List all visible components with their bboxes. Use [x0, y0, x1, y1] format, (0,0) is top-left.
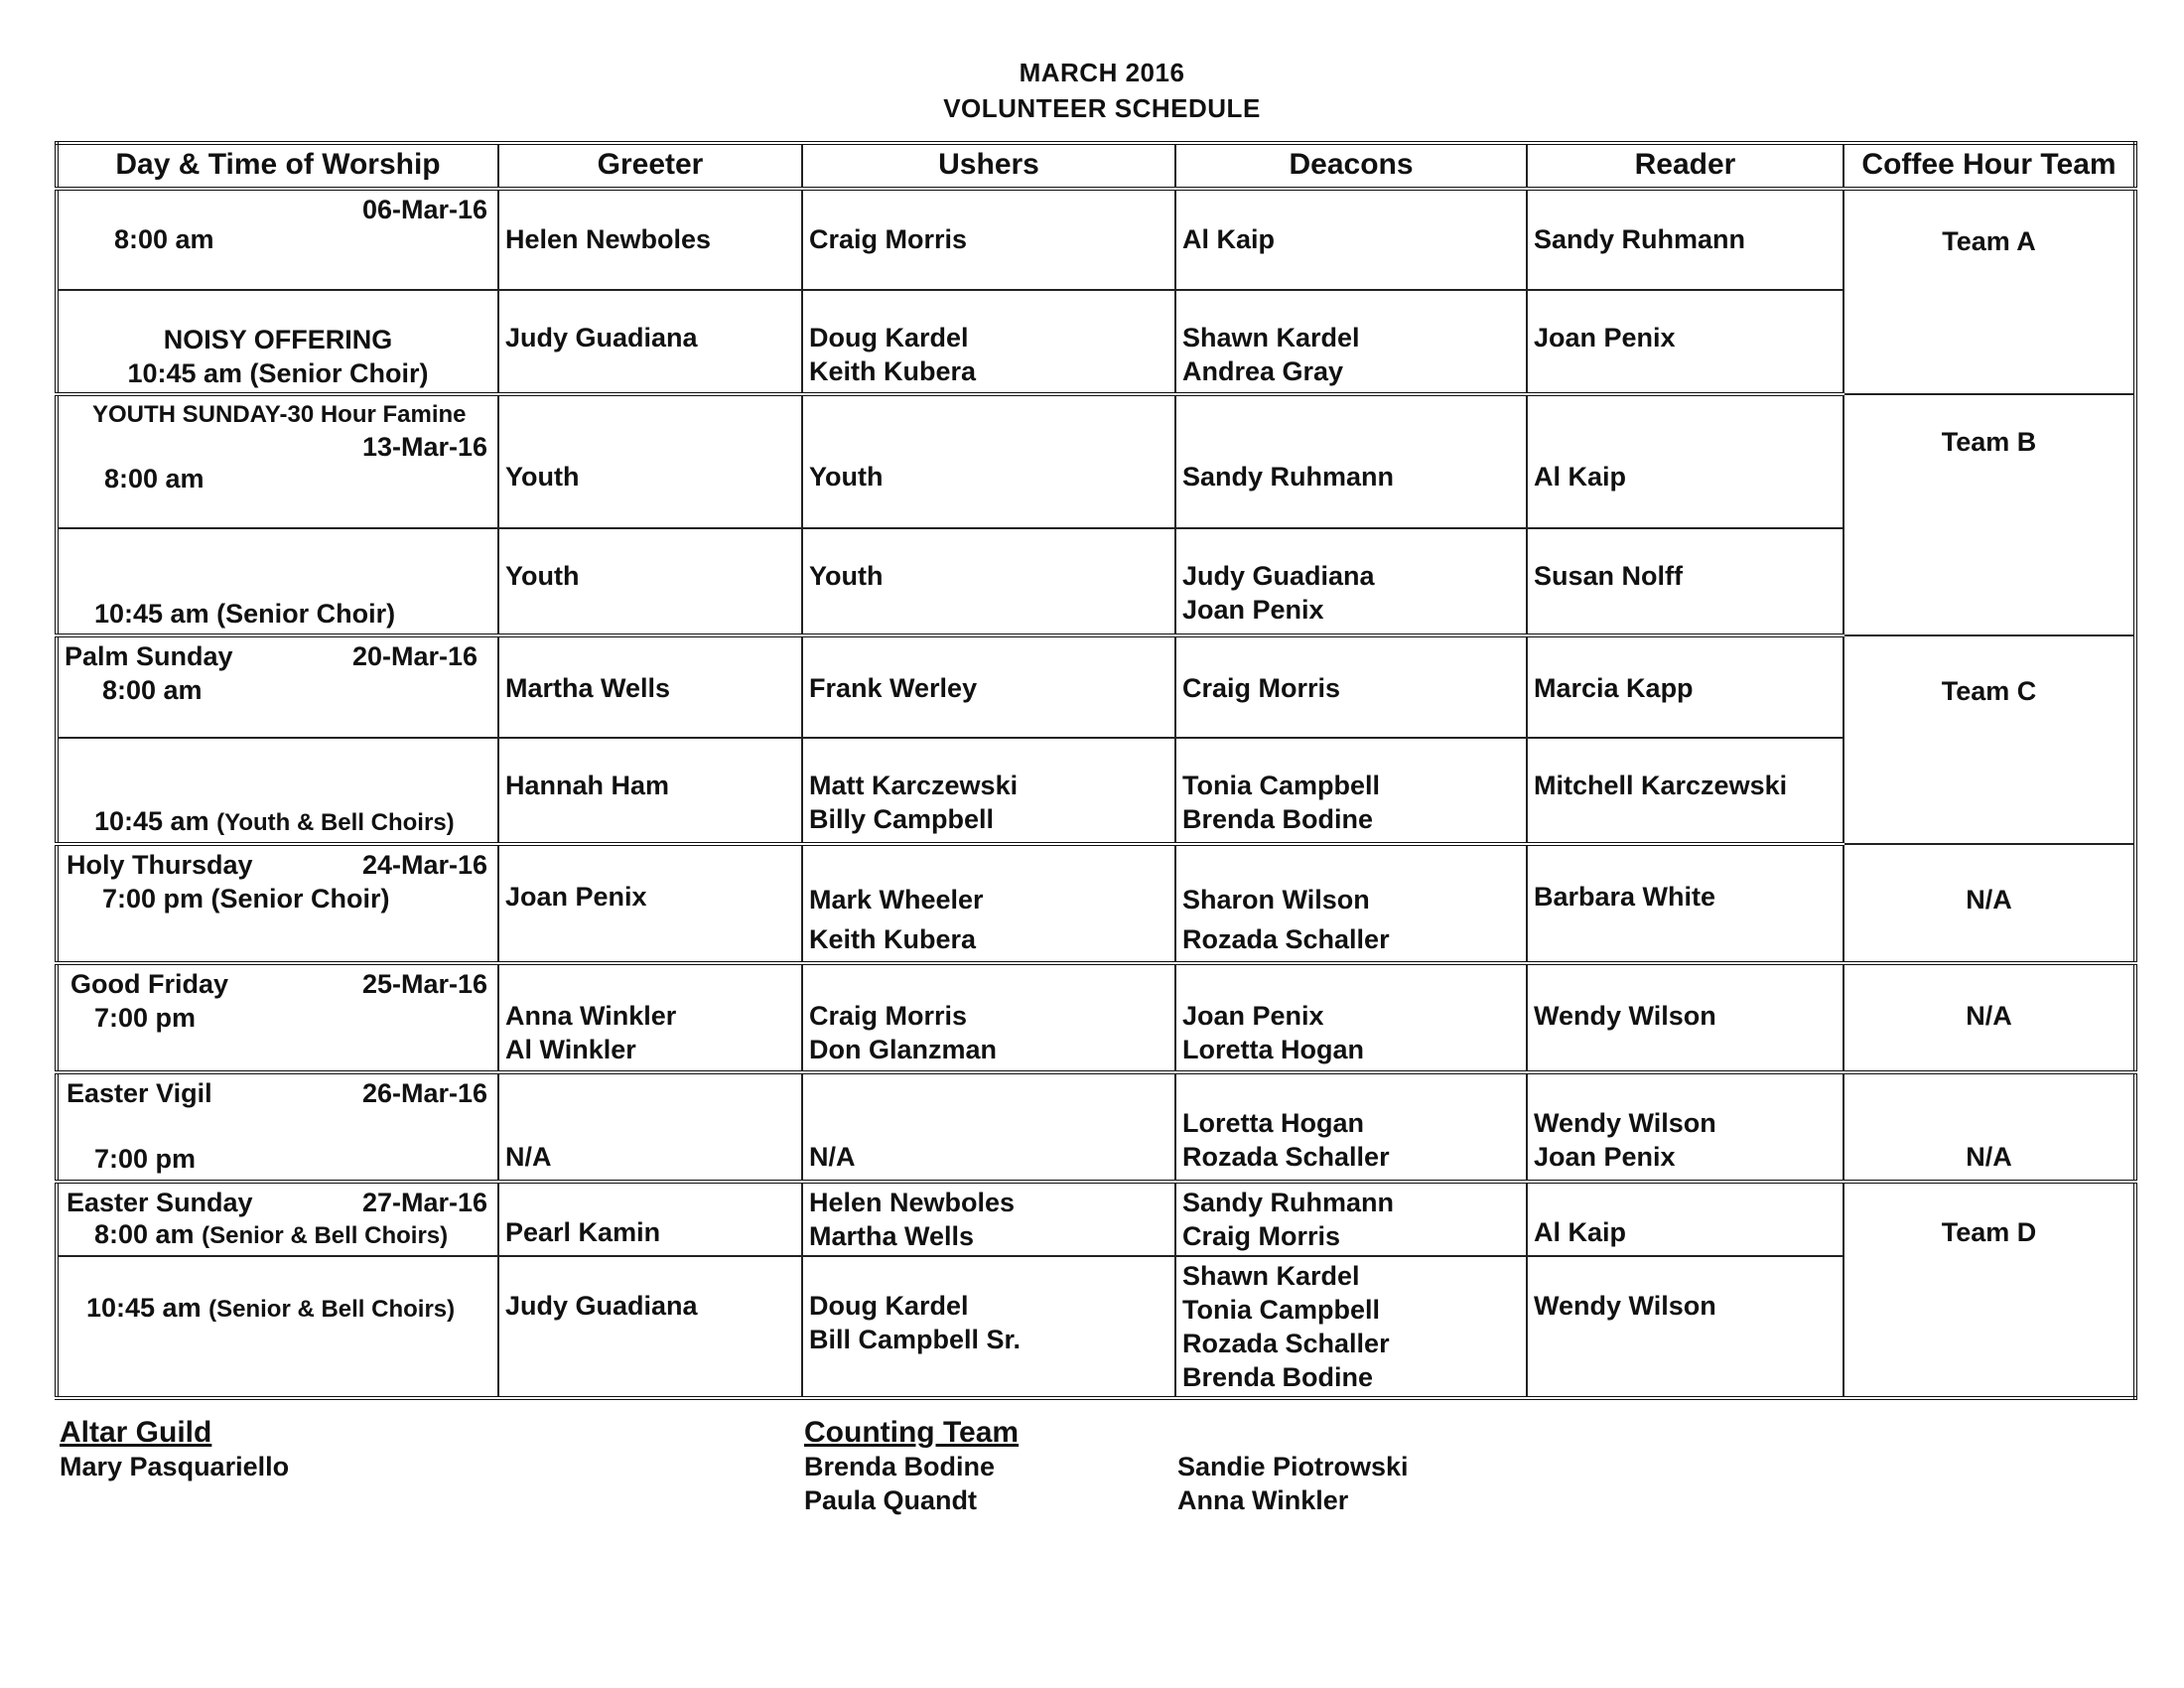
deacon-name: Loretta Hogan — [1182, 1035, 1365, 1064]
event-name: YOUTH SUNDAY-30 Hour Famine — [92, 401, 467, 428]
service-time: 8:00 am — [104, 464, 205, 493]
usher-name: Martha Wells — [809, 1221, 975, 1251]
table-header-row — [57, 143, 2135, 189]
deacons-cell — [1175, 290, 1527, 394]
usher-name: Keith Kubera — [809, 924, 977, 954]
event-name: Easter Vigil — [67, 1078, 212, 1108]
table-row — [57, 1256, 2135, 1398]
usher-name: Keith Kubera — [809, 356, 977, 386]
counting-team-member: Brenda Bodine — [804, 1452, 996, 1481]
service-date: 27-Mar-16 — [361, 1188, 487, 1217]
greeter-cell: Youth — [498, 394, 802, 528]
choir-note: (Senior & Bell Choirs) — [208, 1296, 456, 1323]
ushers-cell — [802, 963, 1175, 1072]
counting-team-member: Anna Winkler — [1177, 1485, 1349, 1515]
greeter-cell: Judy Guadiana — [498, 290, 802, 394]
reader-name: Barbara White — [1534, 882, 1716, 912]
usher-name: Doug Kardel — [809, 1291, 969, 1321]
coffee-team-cell: Team B — [1843, 394, 2135, 635]
event-name: Easter Sunday — [67, 1188, 253, 1217]
reader-name: Al Kaip — [1534, 1217, 1627, 1247]
usher-name: Craig Morris — [809, 224, 968, 254]
header-deacons: Deacons — [1175, 143, 1527, 189]
greeter-cell: Pearl Kamin — [498, 1182, 802, 1256]
day-time-cell — [57, 635, 498, 738]
deacon-name: Andrea Gray — [1182, 356, 1344, 386]
deacons-cell — [1175, 635, 1527, 738]
deacon-name: Sharon Wilson — [1182, 885, 1370, 914]
deacon-name: Tonia Campbell — [1182, 1295, 1381, 1325]
reader-name: Joan Penix — [1534, 1142, 1676, 1172]
greeter-cell: Joan Penix — [498, 844, 802, 963]
usher-name: Bill Campbell Sr. — [809, 1325, 1022, 1354]
day-time-cell — [57, 738, 498, 844]
reader-name: Wendy Wilson — [1534, 1001, 1716, 1031]
schedule-title: VOLUNTEER SCHEDULE — [943, 93, 1261, 123]
header-greeter: Greeter — [498, 143, 802, 189]
reader-cell — [1527, 290, 1843, 394]
reader-name: Al Kaip — [1534, 462, 1627, 492]
day-time-cell — [57, 1182, 498, 1256]
ushers-cell — [802, 635, 1175, 738]
coffee-team-cell: N/A — [1843, 844, 2135, 963]
reader-cell — [1527, 635, 1843, 738]
usher-name: Matt Karczewski — [809, 771, 1019, 800]
service-time: 7:00 pm (Senior Choir) — [102, 884, 390, 914]
event-name: Palm Sunday — [65, 641, 233, 671]
reader-cell — [1527, 189, 1843, 290]
deacons-cell — [1175, 394, 1527, 528]
ushers-cell — [802, 738, 1175, 844]
special-event-label: NOISY OFFERING — [163, 325, 393, 354]
deacon-name: Brenda Bodine — [1182, 804, 1374, 834]
table-row — [57, 1072, 2135, 1182]
header-coffee-hour-team: Coffee Hour Team — [1843, 143, 2135, 189]
service-date: 25-Mar-16 — [361, 969, 487, 999]
service-time: 7:00 pm — [94, 1003, 197, 1033]
service-time: 8:00 am — [114, 224, 214, 254]
table-row — [57, 189, 2135, 290]
reader-name: Susan Nolff — [1534, 561, 1684, 591]
greeter-cell: Judy Guadiana — [498, 1256, 802, 1398]
deacon-name: Tonia Campbell — [1182, 771, 1381, 800]
greeter-cell: Martha Wells — [498, 635, 802, 738]
reader-name: Wendy Wilson — [1534, 1108, 1716, 1138]
table-row — [57, 1182, 2135, 1256]
reader-cell — [1527, 738, 1843, 844]
altar-guild-member: Mary Pasquariello — [60, 1452, 290, 1481]
day-time-cell — [57, 394, 498, 528]
ushers-cell — [802, 1072, 1175, 1182]
event-name: Good Friday — [70, 969, 229, 999]
table-row — [57, 844, 2135, 963]
deacon-name: Shawn Kardel — [1182, 1261, 1360, 1291]
deacon-name: Joan Penix — [1182, 595, 1324, 625]
day-time-cell — [57, 963, 498, 1072]
counting-team-section — [804, 1416, 1019, 1517]
service-date: 26-Mar-16 — [361, 1078, 487, 1108]
ushers-cell — [802, 1182, 1175, 1256]
service-time-main: 10:45 am — [94, 806, 209, 836]
deacon-name: Craig Morris — [1182, 1221, 1341, 1251]
reader-cell — [1527, 844, 1843, 963]
deacons-cell — [1175, 189, 1527, 290]
deacon-name: Loretta Hogan — [1182, 1108, 1365, 1138]
choir-note: (Senior & Bell Choirs) — [202, 1222, 449, 1249]
header-ushers: Ushers — [802, 143, 1175, 189]
greeter-cell: Youth — [498, 528, 802, 635]
deacon-name: Brenda Bodine — [1182, 1362, 1374, 1392]
coffee-team-cell: N/A — [1843, 963, 2135, 1072]
usher-name: Doug Kardel — [809, 323, 969, 352]
usher-name: Helen Newboles — [809, 1188, 1016, 1217]
service-time — [94, 1217, 448, 1253]
header-reader: Reader — [1527, 143, 1843, 189]
ushers-cell — [802, 844, 1175, 963]
deacons-cell — [1175, 1182, 1527, 1256]
greeter-name: Anna Winkler — [505, 1001, 677, 1031]
greeter-cell — [498, 963, 802, 1072]
deacons-cell — [1175, 738, 1527, 844]
day-time-cell — [57, 528, 498, 635]
service-time-main: 10:45 am — [86, 1293, 202, 1323]
usher-name: Mark Wheeler — [809, 885, 984, 914]
altar-guild-title: Altar Guild — [60, 1416, 212, 1449]
ushers-cell — [802, 1256, 1175, 1398]
volunteer-schedule-table — [55, 141, 2137, 1400]
deacon-name: Rozada Schaller — [1182, 924, 1390, 954]
reader-cell — [1527, 1182, 1843, 1256]
service-date: 06-Mar-16 — [361, 195, 487, 224]
reader-cell — [1527, 528, 1843, 635]
ushers-cell — [802, 528, 1175, 635]
usher-name: Craig Morris — [809, 1001, 968, 1031]
deacon-name: Rozada Schaller — [1182, 1329, 1390, 1358]
reader-cell — [1527, 1072, 1843, 1182]
usher-name: Frank Werley — [809, 673, 978, 703]
coffee-team-cell: Team A — [1843, 189, 2135, 394]
service-time: 8:00 am — [102, 675, 203, 705]
usher-name: N/A — [809, 1142, 856, 1172]
header-day-time: Day & Time of Worship — [57, 143, 498, 189]
usher-name: Don Glanzman — [809, 1035, 998, 1064]
reader-name: Mitchell Karczewski — [1534, 771, 1788, 800]
service-date: 24-Mar-16 — [361, 850, 487, 880]
reader-name: Wendy Wilson — [1534, 1291, 1716, 1321]
reader-name: Marcia Kapp — [1534, 673, 1694, 703]
service-date: 20-Mar-16 — [351, 641, 478, 671]
ushers-cell — [802, 290, 1175, 394]
day-time-cell — [57, 290, 498, 394]
event-name: Holy Thursday — [67, 850, 253, 880]
deacons-cell — [1175, 528, 1527, 635]
table-row — [57, 738, 2135, 844]
ushers-cell — [802, 394, 1175, 528]
service-time — [86, 1291, 455, 1327]
greeter-cell: Helen Newboles — [498, 189, 802, 290]
service-time-main: 8:00 am — [94, 1219, 195, 1249]
service-time: 7:00 pm — [94, 1144, 197, 1174]
deacons-cell — [1175, 1072, 1527, 1182]
coffee-team-cell: Team D — [1843, 1182, 2135, 1398]
deacons-cell — [1175, 844, 1527, 963]
reader-name: Sandy Ruhmann — [1534, 224, 1746, 254]
deacon-name: Rozada Schaller — [1182, 1142, 1390, 1172]
greeter-cell: N/A — [498, 1072, 802, 1182]
table-row — [57, 528, 2135, 635]
coffee-team-cell: Team C — [1843, 635, 2135, 844]
reader-name: Joan Penix — [1534, 323, 1676, 352]
reader-cell — [1527, 394, 1843, 528]
greeter-name: Al Winkler — [505, 1035, 636, 1064]
deacon-name: Al Kaip — [1182, 224, 1276, 254]
coffee-team-cell: N/A — [1843, 1072, 2135, 1182]
deacon-name: Sandy Ruhmann — [1182, 462, 1395, 492]
usher-name: Billy Campbell — [809, 804, 995, 834]
service-time: 10:45 am (Senior Choir) — [94, 599, 396, 629]
table-row — [57, 635, 2135, 738]
day-time-cell — [57, 189, 498, 290]
reader-cell — [1527, 1256, 1843, 1398]
deacon-name: Joan Penix — [1182, 1001, 1324, 1031]
ushers-cell — [802, 189, 1175, 290]
table-row — [57, 290, 2135, 394]
schedule-month-title: MARCH 2016 — [1019, 58, 1185, 87]
altar-guild-section — [60, 1416, 289, 1483]
deacon-name: Sandy Ruhmann — [1182, 1188, 1395, 1217]
service-date: 13-Mar-16 — [361, 432, 487, 462]
usher-name: Youth — [809, 462, 884, 492]
service-time — [94, 804, 455, 840]
counting-team-member: Sandie Piotrowski — [1177, 1452, 1409, 1481]
greeter-cell: Hannah Ham — [498, 738, 802, 844]
reader-cell — [1527, 963, 1843, 1072]
service-time: 10:45 am (Senior Choir) — [127, 358, 429, 388]
day-time-cell — [57, 1072, 498, 1182]
counting-team-member: Paula Quandt — [804, 1485, 978, 1515]
counting-team-title: Counting Team — [804, 1416, 1020, 1449]
counting-team-section-col2 — [1177, 1450, 1409, 1517]
usher-name: Youth — [809, 561, 884, 591]
deacons-cell — [1175, 1256, 1527, 1398]
choir-note: (Youth & Bell Choirs) — [216, 809, 455, 836]
deacons-cell — [1175, 963, 1527, 1072]
deacon-name: Judy Guadiana — [1182, 561, 1375, 591]
table-row — [57, 963, 2135, 1072]
day-time-cell — [57, 844, 498, 963]
deacon-name: Craig Morris — [1182, 673, 1341, 703]
table-row — [57, 394, 2135, 528]
deacon-name: Shawn Kardel — [1182, 323, 1360, 352]
day-time-cell — [57, 1256, 498, 1398]
